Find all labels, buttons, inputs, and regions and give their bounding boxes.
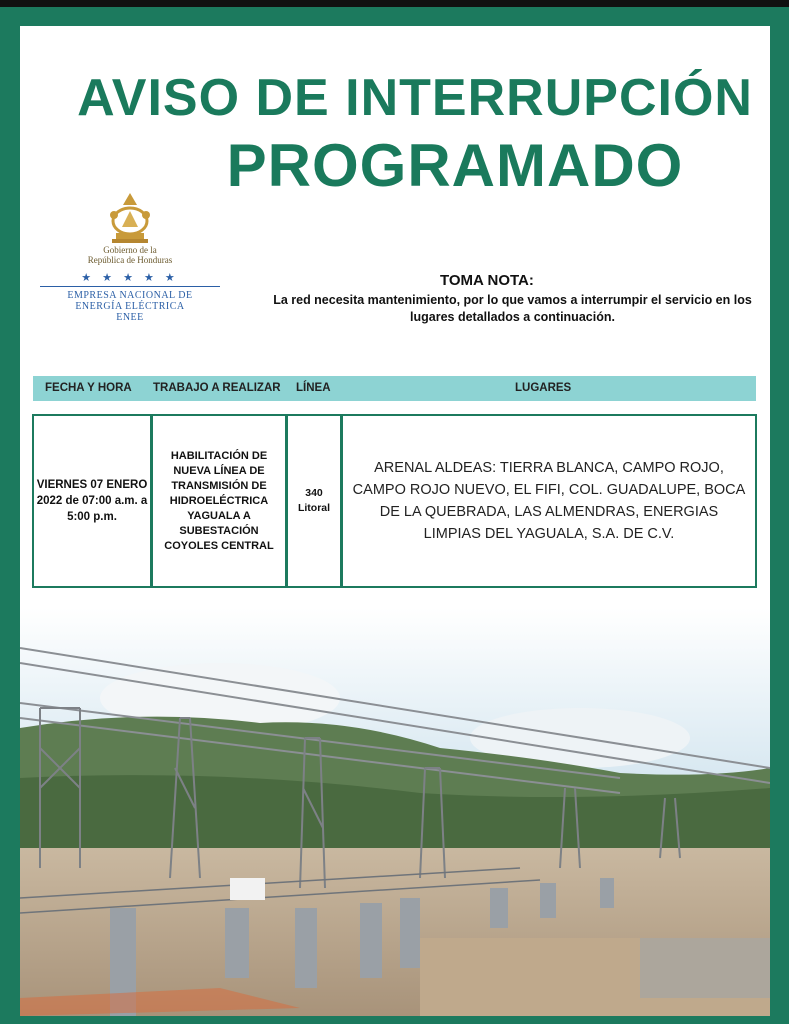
cell-trabajo <box>151 414 287 588</box>
notice-heading: TOMA NOTA: <box>440 272 534 289</box>
fecha-text: VIERNES 07 ENERO 2022 de 07:00 a.m. a 5:00 p.m. <box>36 479 148 523</box>
header-lugares: LUGARES <box>515 382 572 394</box>
gov-line-2: República de Honduras <box>87 255 173 265</box>
title-line-1: AVISO DE INTERRUPCIÓN <box>77 69 753 127</box>
trabajo-text: HABILITACIÓN DE NUEVA LÍNEA DE TRANSMISIÓN DE HIDROELÉCTRICA YAGUALA A SUBESTACIÓN COYOLES CENTRAL <box>164 449 274 552</box>
header-linea: LÍNEA <box>296 382 331 394</box>
title-line-2: PROGRAMADO <box>226 132 684 199</box>
header-trabajo: TRABAJO A REALIZAR <box>153 382 281 394</box>
header-fecha: FECHA Y HORA <box>45 382 132 394</box>
honduras-coat-of-arms-icon <box>106 191 154 245</box>
org-line-1: EMPRESA NACIONAL DE <box>67 290 193 301</box>
cell-linea <box>286 414 342 588</box>
logo-divider <box>40 286 220 287</box>
cell-fecha <box>32 414 152 588</box>
five-stars-icon: ★ ★ ★ ★ ★ <box>81 272 179 284</box>
org-line-2: ENERGÍA ELÉCTRICA <box>75 301 185 312</box>
top-edge-bar <box>0 0 789 7</box>
gov-line-1: Gobierno de la <box>103 245 157 255</box>
enee-logo <box>30 191 230 323</box>
org-line-3: ENEE <box>116 312 144 323</box>
lugares-text: ARENAL ALDEAS: TIERRA BLANCA, CAMPO ROJO, CAMPO ROJO NUEVO, EL FIFI, COL. GUADALUPE, BOCA DE LA QUEBRADA, LAS ALMENDRAS, ENERGIAS LIMPIAS DEL YAGUALA, S.A. DE C.V. <box>352 460 746 542</box>
notice-panel <box>20 26 770 1016</box>
substation-photo <box>20 608 770 1016</box>
linea-text: 340 Litoral <box>297 487 331 514</box>
notice-body: La red necesita mantenimiento, por lo que vamos a interrumpir el servicio en los lugares detallados a continuación. <box>273 293 752 324</box>
cell-lugares <box>341 414 757 588</box>
table-header <box>33 376 756 401</box>
